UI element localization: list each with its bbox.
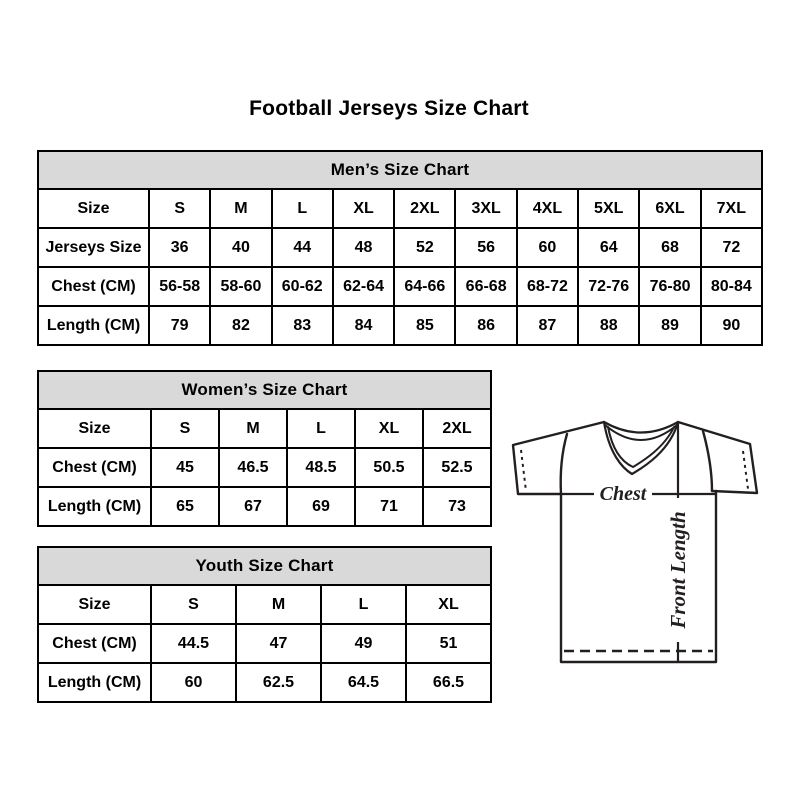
table-cell: 71 xyxy=(355,487,423,526)
table-cell: 64-66 xyxy=(394,267,455,306)
table-cell: 60 xyxy=(151,663,236,702)
table-cell: S xyxy=(151,409,219,448)
table-cell: 60-62 xyxy=(272,267,333,306)
table-cell: 72-76 xyxy=(578,267,639,306)
page-title: Football Jerseys Size Chart xyxy=(249,97,529,120)
table-cell: 79 xyxy=(149,306,210,345)
table-cell: L xyxy=(287,409,355,448)
table-cell: 52.5 xyxy=(423,448,491,487)
table-cell: 90 xyxy=(701,306,762,345)
table-cell: 80-84 xyxy=(701,267,762,306)
row-label: Chest (CM) xyxy=(38,448,151,487)
row-label: Length (CM) xyxy=(38,487,151,526)
table-cell: 48 xyxy=(333,228,394,267)
table-cell: M xyxy=(236,585,321,624)
table-cell: 3XL xyxy=(455,189,516,228)
table-cell: 86 xyxy=(455,306,516,345)
table-cell: 87 xyxy=(517,306,578,345)
table-cell: 44 xyxy=(272,228,333,267)
table-cell: 52 xyxy=(394,228,455,267)
table-cell: 64.5 xyxy=(321,663,406,702)
table-cell: 69 xyxy=(287,487,355,526)
table-cell: 89 xyxy=(639,306,700,345)
table-cell: S xyxy=(149,189,210,228)
row-label: Chest (CM) xyxy=(38,267,149,306)
table-cell: 64 xyxy=(578,228,639,267)
table-cell: 62-64 xyxy=(333,267,394,306)
table-cell: 47 xyxy=(236,624,321,663)
table-cell: 56-58 xyxy=(149,267,210,306)
mens-table-title: Men’s Size Chart xyxy=(38,151,762,189)
table-header-row xyxy=(38,371,491,409)
table-cell: 85 xyxy=(394,306,455,345)
table-row xyxy=(38,448,491,487)
table-row xyxy=(38,189,762,228)
table-cell: 58-60 xyxy=(210,267,271,306)
table-cell: 40 xyxy=(210,228,271,267)
table-cell: 36 xyxy=(149,228,210,267)
table-cell: 73 xyxy=(423,487,491,526)
table-row xyxy=(38,487,491,526)
table-row xyxy=(38,267,762,306)
table-row xyxy=(38,228,762,267)
table-cell: 7XL xyxy=(701,189,762,228)
table-cell: 65 xyxy=(151,487,219,526)
table-row xyxy=(38,624,491,663)
front-length-label: Front Length xyxy=(666,511,690,629)
table-row xyxy=(38,585,491,624)
table-cell: 51 xyxy=(406,624,491,663)
jersey-measurement-diagram xyxy=(494,403,774,683)
table-row xyxy=(38,409,491,448)
table-cell: S xyxy=(151,585,236,624)
row-label: Size xyxy=(38,585,151,624)
table-cell: XL xyxy=(333,189,394,228)
table-cell: 60 xyxy=(517,228,578,267)
table-cell: 67 xyxy=(219,487,287,526)
table-cell: 46.5 xyxy=(219,448,287,487)
row-label: Chest (CM) xyxy=(38,624,151,663)
jersey-outline xyxy=(513,422,757,662)
table-cell: 48.5 xyxy=(287,448,355,487)
table-cell: 5XL xyxy=(578,189,639,228)
womens-table-title: Women’s Size Chart xyxy=(38,371,491,409)
table-cell: 4XL xyxy=(517,189,578,228)
table-cell: 84 xyxy=(333,306,394,345)
table-cell: L xyxy=(321,585,406,624)
youth-size-table xyxy=(37,546,492,703)
table-row xyxy=(38,306,762,345)
womens-size-table xyxy=(37,370,492,527)
table-cell: L xyxy=(272,189,333,228)
table-cell: 62.5 xyxy=(236,663,321,702)
table-cell: M xyxy=(219,409,287,448)
table-cell: 66-68 xyxy=(455,267,516,306)
row-label: Size xyxy=(38,409,151,448)
table-cell: 68 xyxy=(639,228,700,267)
row-label: Length (CM) xyxy=(38,306,149,345)
table-cell: 2XL xyxy=(423,409,491,448)
table-cell: M xyxy=(210,189,271,228)
table-cell: XL xyxy=(355,409,423,448)
table-cell: 88 xyxy=(578,306,639,345)
table-cell: 49 xyxy=(321,624,406,663)
jersey-collar xyxy=(604,422,678,474)
table-cell: 82 xyxy=(210,306,271,345)
row-label: Length (CM) xyxy=(38,663,151,702)
row-label: Jerseys Size xyxy=(38,228,149,267)
table-cell: 44.5 xyxy=(151,624,236,663)
table-header-row xyxy=(38,151,762,189)
table-cell: XL xyxy=(406,585,491,624)
table-cell: 6XL xyxy=(639,189,700,228)
table-cell: 50.5 xyxy=(355,448,423,487)
mens-size-table xyxy=(37,150,763,346)
table-cell: 72 xyxy=(701,228,762,267)
table-cell: 56 xyxy=(455,228,516,267)
table-cell: 45 xyxy=(151,448,219,487)
table-cell: 2XL xyxy=(394,189,455,228)
chest-label: Chest xyxy=(599,483,647,505)
table-cell: 68-72 xyxy=(517,267,578,306)
table-cell: 66.5 xyxy=(406,663,491,702)
table-cell: 83 xyxy=(272,306,333,345)
row-label: Size xyxy=(38,189,149,228)
table-row xyxy=(38,663,491,702)
table-cell: 76-80 xyxy=(639,267,700,306)
youth-table-title: Youth Size Chart xyxy=(38,547,491,585)
table-header-row xyxy=(38,547,491,585)
